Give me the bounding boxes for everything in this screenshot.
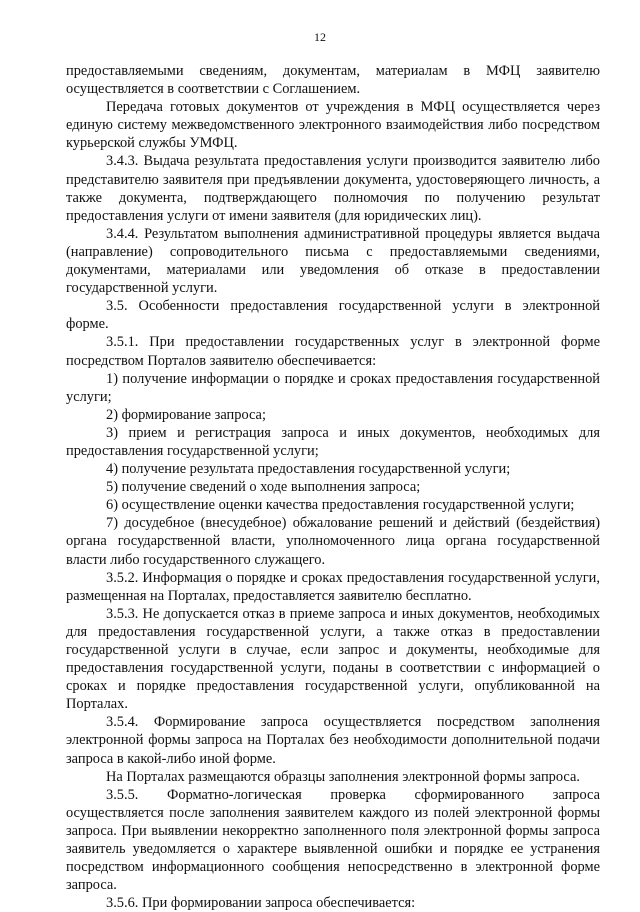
list-item-5: 5) получение сведений о ходе выполнения запроса; bbox=[106, 479, 421, 496]
list-item-2: 2) формирование запроса; bbox=[106, 406, 266, 423]
list-item-4: 4) получение результата предоставления государственной услуги; bbox=[106, 461, 511, 478]
paragraph-3-5-heading: 3.5. Особенности предоставления государственной услуги в электронной форме. bbox=[66, 298, 600, 333]
paragraph-3-5-5: 3.5.5. Форматно-логическая проверка сформированного запроса осуществляется после заполнения заявителем каждого из полей электронной формы запроса. При выявлении некорректно заполненного поля электронной формы запроса заявитель уведомляется о характере выявленной ошибки и порядке ее устранения посредством информационного сообщения непосредственно в электронной форме запроса. bbox=[66, 786, 600, 894]
paragraph-3-4-4: 3.4.4. Результатом выполнения административной процедуры является выдача (направление) сопроводительного письма с предоставляемыми сведениями, документами, материалами или уведомления об отказе в предоставлении государственной услуги. bbox=[66, 225, 600, 297]
paragraph-3-4-3: 3.4.3. Выдача результата предоставления услуги производится заявителю либо представителю заявителя при предъявлении документа, удостоверяющего личность, а также документа, подтверждающего полномочия по получению результат предоставления услуги от имени заявителя (для юридических лиц). bbox=[66, 153, 600, 224]
paragraph-samples: На Порталах размещаются образцы заполнения электронной формы запроса. bbox=[106, 768, 580, 785]
paragraph-3-5-4: 3.5.4. Формирование запроса осуществляется посредством заполнения электронной формы запроса на Порталах без необходимости дополнительной подачи запроса в какой-либо иной форме. bbox=[66, 714, 600, 767]
list-item-1: 1) получение информации о порядке и сроках предоставления государственной услуги; bbox=[66, 370, 600, 405]
paragraph-3-5-3: 3.5.3. Не допускается отказ в приеме запроса и иных документов, необходимых для предоставления государственной услуги, а также отказ в предоставлении государственной услуги в случае, если запрос и документы, необходимые для предоставления государственной услуги, поданы в соответствии с информацией о сроках и порядке предоставления государственной услуги, опубликованной на Порталах. bbox=[66, 605, 600, 713]
list-item-7: 7) досудебное (внесудебное) обжалование решений и действий (бездействия) органа государственной власти, уполномоченного лица органа государственной власти либо государственного служащего. bbox=[66, 515, 600, 568]
paragraph-3-5-6: 3.5.6. При формировании запроса обеспечивается: bbox=[106, 895, 416, 912]
list-item-6: 6) осуществление оценки качества предоставления государственной услуги; bbox=[106, 497, 575, 514]
paragraph-transfer-documents: Передача готовых документов от учреждения в МФЦ осуществляется через единую систему межведомственного электронного взаимодействия либо посредством курьерской службы УМФЦ. bbox=[66, 99, 600, 152]
document-body bbox=[66, 62, 600, 912]
paragraph-3-5-2: 3.5.2. Информация о порядке и сроках предоставления государственной услуги, размещенная на Порталах, предоставляется заявителю бесплатно. bbox=[66, 569, 600, 604]
page-number: 12 bbox=[314, 30, 326, 44]
list-item-3: 3) прием и регистрация запроса и иных документов, необходимых для предоставления государственной услуги; bbox=[66, 424, 600, 459]
paragraph-3-5-1: 3.5.1. При предоставлении государственных услуг в электронной форме посредством Порталов заявителю обеспечивается: bbox=[66, 334, 600, 369]
paragraph-continuation: предоставляемыми сведениям, документам, материалам в МФЦ заявителю осуществляется в соответствии с Соглашением. bbox=[66, 63, 600, 98]
